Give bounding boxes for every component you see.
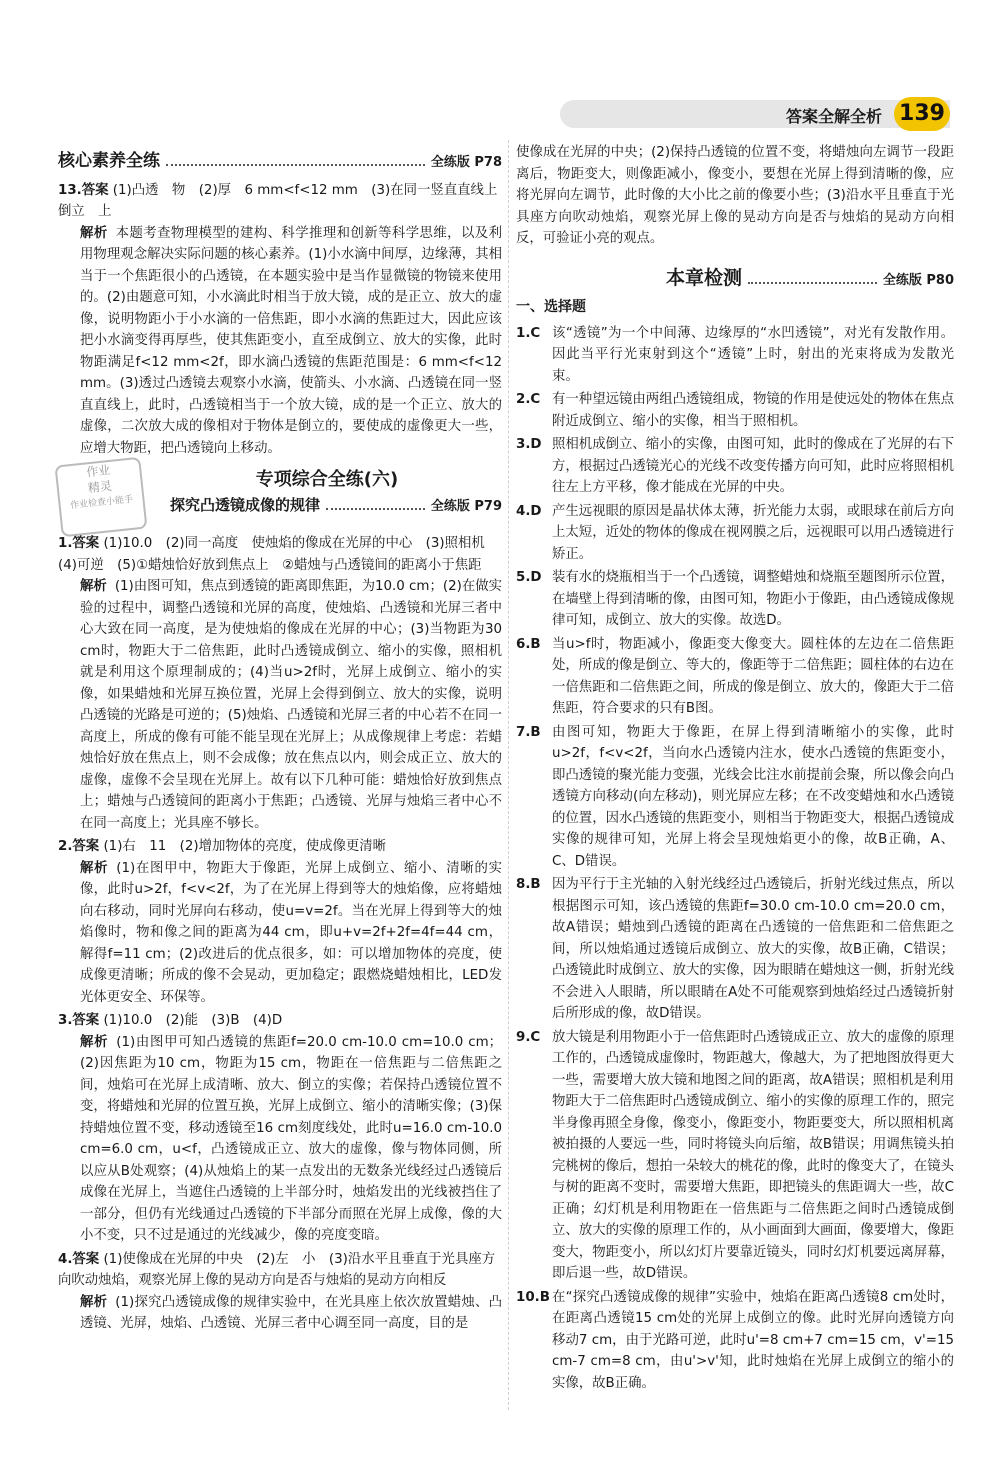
stamp-line: 精灵 — [87, 478, 113, 496]
special-section-header — [58, 461, 502, 533]
answer-text: (1)10.0 (2)能 (3)B (4)D — [103, 1013, 283, 1028]
answer-text: (1)右 11 (2)增加物体的亮度，使成像更清晰 — [103, 839, 387, 854]
choice-item — [516, 567, 954, 632]
item-number: 2.C — [516, 392, 541, 407]
explanation-label: 解析 — [80, 579, 107, 594]
choice-item — [516, 722, 954, 873]
item-text: 该“透镜”为一个中间薄、边缘厚的“水凹透镜”，对光有发散作用。因此当平行光束射到这个“透镜”上时，射出的光束将成为发散光束。 — [552, 325, 954, 384]
choice-item — [516, 501, 954, 566]
section-ref: 全练版 P78 — [430, 155, 502, 170]
section-title: 核心素养全练 — [58, 151, 160, 171]
section-heading-chapter-test — [666, 268, 954, 292]
choice-item — [516, 634, 954, 720]
explanation-text: (1)在图甲中，物距大于像距，光屏上成倒立、缩小、清晰的实像，此时u>2f，f<v<2f，为了在光屏上得到等大的烛焰像，应将蜡烛向右移动，同时光屏向右移动，使u=v=2f。当在光屏上得到等大的烛焰像时，物和像之间的距离为44 cm，即u+v=2f+2f=4f=44 cm，解得f=11 cm；(2)改进后的优点很多，如：可以增加物体的亮度，使成像更清晰；所成的像不会晃动，更加稳定；跟燃烧蜡烛相比，LED发光体更安全、环保等。 — [80, 860, 502, 1005]
explanation — [58, 1292, 502, 1335]
answer-label: 答案 — [72, 1013, 100, 1028]
explanation-text: (1)由图可知，焦点到透镜的距离即焦距，为10.0 cm；(2)在做实验的过程中，调整凸透镜和光屏的高度，使烛焰、凸透镜和光屏三者中心大致在同一高度，是为使烛焰的像成在光屏的中心；(3)当物距为30 cm时，物距大于二倍焦距，此时凸透镜成倒立、缩小的实像，照相机就是利用这个原理制成的；(4)当u>2f时，光屏上成倒立、缩小的实像，如果蜡烛和光屏互换位置，光屏上会得到倒立、放大的实像，说明凸透镜的光路是可逆的；(5)烛焰、凸透镜和光屏三者的中心若不在同一高度上，所成的像有可能不能呈现在光屏上；从成像规律上考虑：若蜡烛恰好放在焦点上，则不会成像；放在焦点以内，则会成正立、放大的虚像，虚像不会呈现在光屏上。故有以下几种可能：蜡烛恰好放到焦点上；蜡烛与凸透镜间的距离小于焦距；凸透镜、光屏与烛焰三者中心不在同一高度上；光具座不够长。 — [80, 579, 503, 831]
item-number: 2. — [58, 839, 73, 854]
item-number: 7.B — [516, 724, 541, 740]
header-bar — [560, 100, 950, 128]
section-ref: 全练版 P80 — [882, 272, 954, 288]
answer-item-13 — [58, 180, 511, 460]
answer-line — [58, 533, 502, 576]
item-text: 产生远视眼的原因是晶状体太薄，折光能力太弱，或眼球在前后方向上太短，近处的物体的像成在视网膜之后，远视眼可以用凸透镜进行矫正。 — [552, 503, 954, 562]
item-text: 因为平行于主光轴的入射光线经过凸透镜后，折射光线过焦点，所以根据图示可知，该凸透镜的焦距f=30.0 cm-10.0 cm=20.0 cm，故A错误；蜡烛到凸透镜的距离在凸透镜的一倍焦距和二倍焦距之间，所以烛焰通过透镜后成倒立、放大的实像，故B正确，C错误；凸透镜此时成倒立、放大的实像，因为眼睛在蜡烛这一侧，折射光线不会进入人眼睛，所以眼睛在A处不可能观察到烛焰经过凸透镜折射后所形成的像，故D错误。 — [552, 877, 954, 1021]
leader-dots — [166, 154, 425, 166]
item-text: 照相机成倒立、缩小的实像，由图可知，此时的像成在了光屏的右下方，根据过凸透镜光心的光线不改变传播方向可知，此时应将照相机往左上方平移，像才能成在光屏的中央。 — [552, 437, 954, 495]
item-text: 在“探究凸透镜成像的规律”实验中，烛焰在距离凸透镜8 cm处时，在距离凸透镜15 cm处的光屏上成倒立的像。此时光屏向透镜方向移动7 cm，由于光路可逆，此时u'=8 cm+7 cm=15 cm，v'=15 cm-7 cm=8 cm，由u'>v'知，此时烛焰在光屏上成倒立的缩小的实像，故B正确。 — [552, 1289, 954, 1391]
left-column — [58, 147, 511, 1337]
right-column — [516, 142, 954, 1396]
answer-line — [58, 1249, 502, 1292]
explanation-label: 解析 — [80, 225, 108, 241]
explanation-text: 本题考查物理模型的建构、科学推理和创新等科学思维，以及利用物理观念解决实际问题的核心素养。(1)小水滴中间厚，边缘薄，其相当于一个焦距很小的凸透镜，在本题实验中是当作显微镜的物镜来使用的。(2)由题意可知，小水滴此时相当于放大镜，成的是正立、放大的虚像，说明物距小于小水滴的一倍焦距，即小水滴的焦距过大，因此应该把小水滴变得再厚些，使其焦距变小，直至成倒立、放大的实像，此时物距满足f<12 mm<2f，即水滴凸透镜的焦距范围是：6 mm<f<12 mm。(3)透过凸透镜去观察小水滴，使箭头、小水滴、凸透镜在同一竖直直线上，此时，凸透镜相当于一个放大镜，成的是一个正立、放大的虚像，二次放大成的像相对于物体是倒立的，要使成的虚像更大一些，应增大物距，把凸透镜向上移动。 — [80, 225, 503, 456]
item-number: 4.D — [516, 503, 542, 519]
choice-item — [516, 434, 954, 499]
item-text: 有一种望远镜由两组凸透镜组成，物镜的作用是使远处的物体在焦点附近成倒立、缩小的实像，相当于照相机。 — [552, 392, 954, 429]
section-heading-core — [58, 151, 502, 174]
item-number: 1. — [58, 536, 73, 551]
column-divider — [508, 140, 510, 1410]
answer-item-1 — [58, 533, 502, 834]
explanation-text: (1)由图甲可知凸透镜的焦距f=20.0 cm-10.0 cm=10.0 cm；(2)因焦距为10 cm，物距为15 cm，物距在一倍焦距与二倍焦距之间，烛焰可在光屏上成清晰、放大、倒立的实像；若保持凸透镜位置不变，将蜡烛和光屏的位置互换，光屏上成倒立、缩小的清晰实像；(3)保持蜡烛位置不变，移动透镜至16 cm刻度线处，此时u=16.0 cm-10.0 cm=6.0 cm，u<f，凸透镜成正立、放大的虚像，像与物体同侧，所以应从B处观察；(4)从烛焰上的某一点发出的无数条光线经过凸透镜后成像在光屏上，当遮住凸透镜的上半部分时，烛焰发出的光线被挡住了一部分，但仍有光线通过凸透镜的下半部分而照在光屏上成像，像的大小不变，只不过是通过的光线减少，像的亮度变暗。 — [80, 1034, 503, 1243]
explanation-label: 解析 — [80, 1034, 109, 1050]
answer-text: (1)凸透 物 (2)厚 6 mm<f<12 mm (3)在同一竖直直线上 倒立 上 — [58, 182, 511, 219]
answer-text: (1)10.0 (2)同一高度 使烛焰的像成在光屏的中心 (3)照相机 (4)可逆 (5)①蜡烛恰好放到焦点上 ②蜡烛与凸透镜间的距离小于焦距 — [58, 536, 499, 573]
choice-item — [516, 874, 954, 1025]
special-titles — [152, 461, 502, 523]
leader-dots — [748, 272, 877, 284]
explanation — [58, 858, 502, 1009]
item-number: 6.B — [516, 636, 541, 652]
explanation-label: 解析 — [80, 860, 109, 876]
item-number: 13. — [58, 182, 82, 198]
stamp-line: 作业 — [85, 462, 111, 480]
item-number: 8.B — [516, 877, 541, 892]
watermark-stamp — [54, 457, 147, 538]
choice-items — [516, 323, 954, 1395]
choice-item — [516, 1287, 954, 1395]
item-text: 装有水的烧瓶相当于一个凸透镜，调整蜡烛和烧瓶至题图所示位置，在墙壁上得到清晰的像，由图可知，物距小于像距，由凸透镜成像规律可知，成倒立、放大的实像。故选D。 — [552, 570, 954, 628]
sub-ref: 全练版 P79 — [430, 498, 502, 514]
item-text: 当u>f时，物距减小，像距变大像变大。圆柱体的左边在二倍焦距处，所成的像是倒立、等大的，像距等于二倍焦距；圆柱体的右边在一倍焦距和二倍焦距之间，所成的像是倒立、放大的，像距大于二倍焦距，符合要求的只有B图。 — [552, 636, 954, 716]
choice-item — [516, 323, 954, 388]
item-number: 4. — [58, 1251, 73, 1267]
section-title: 本章检测 — [666, 266, 743, 289]
answer-item-4 — [58, 1249, 502, 1335]
item-number: 10.B — [516, 1289, 550, 1305]
choice-item — [516, 1027, 954, 1285]
explanation-text: (1)探究凸透镜成像的规律实验中，在光具座上依次放置蜡烛、凸透镜、光屏，烛焰、凸透镜、光屏三者中心调至同一高度，目的是 — [80, 1294, 503, 1331]
answer-item-2 — [58, 836, 502, 1008]
answer-label: 答案 — [72, 536, 100, 551]
answer-item-3 — [58, 1010, 502, 1247]
item-number: 9.C — [516, 1029, 541, 1045]
sub-title: 探究凸透镜成像的规律 — [170, 495, 321, 514]
item-text: 放大镜是利用物距小于一倍焦距时凸透镜成正立、放大的虚像的原理工作的，凸透镜成虚像时，物距越大，像越大，为了把地图放得更大一些，需要增大放大镜和地图之间的距离，故A错误；照相机是利用物距大于二倍焦距时凸透镜成倒立、缩小的实像的原理工作的，照完半身像再照全身像，像变小，像距变小，物距要变大，所以照相机离被拍摄的人要远一些，同时将镜头向后缩，故B错误；用调焦镜头拍完桃树的像后，想拍一朵较大的桃花的像，此时的像变大了，在镜头与树的距离不变时，需要增大焦距，即把镜头的焦距调大一些，故C正确；幻灯机是利用物距在一倍焦距与二倍焦距之间时凸透镜成倒立、放大的实像的原理工作的，从小画面到大画面，像要增大，像距变大，物距变小，所以幻灯片要靠近镜头，同时幻灯机要远离屏幕，即后退一些，故D错误。 — [552, 1029, 954, 1281]
explanation — [58, 576, 502, 834]
answer-line — [58, 1010, 502, 1032]
item-text: 由图可知，物距大于像距，在屏上得到清晰缩小的实像，此时u>2f，f<v<2f，当向水凸透镜内注水，使水凸透镜的焦距变小，即凸透镜的聚光能力变强，光线会比注水前提前会聚，所以像会向凸透镜方向移动(向左移动)，则光屏应左移；在不改变蜡烛和水凸透镜的位置，因水凸透镜的焦距变小，则相当于物距变大，根据凸透镜成实像的规律可知，光屏上将会呈现烛焰更小的像，故B正确，A、C、D错误。 — [552, 724, 954, 869]
page-number: 139 — [894, 97, 950, 131]
continued-explanation: 使像成在光屏的中央；(2)保持凸透镜的位置不变，将蜡烛向左调节一段距离后，物距变大，则像距减小，像变小，要想在光屏上得到清晰的像，应将光屏向左调节，此时像的大小比之前的像要小些；(3)沿水平且垂直于光具座方向吹动烛焰，观察光屏上像的晃动方向是否与烛焰的晃动方向相反，可验证小亮的观点。 — [516, 145, 954, 246]
answer-label: 答案 — [72, 839, 100, 854]
answer-label: 答案 — [81, 182, 109, 198]
header-title: 答案全解全析 — [785, 107, 882, 126]
item-number: 3. — [58, 1013, 73, 1028]
choice-heading: 一、选择题 — [516, 299, 586, 315]
item-number: 1.C — [516, 325, 541, 341]
stamp-line: 作业检查小能手 — [69, 494, 134, 512]
special-title: 专项综合全练(六) — [255, 469, 399, 490]
answer-label: 答案 — [72, 1251, 100, 1267]
explanation — [58, 1032, 502, 1247]
explanation — [58, 223, 502, 460]
item-number: 3.D — [516, 437, 542, 452]
choice-item — [516, 389, 954, 432]
leader-dots — [326, 498, 425, 510]
sub-heading — [170, 495, 502, 518]
explanation-label: 解析 — [80, 1294, 108, 1310]
answer-text: (1)使像成在光屏的中央 (2)左 小 (3)沿水平且垂直于光具座方向吹动烛焰，观察光屏上像的晃动方向是否与烛焰的晃动方向相反 — [58, 1251, 496, 1288]
item-number: 5.D — [516, 570, 542, 585]
answer-line — [58, 836, 502, 858]
answer-line — [58, 180, 511, 223]
